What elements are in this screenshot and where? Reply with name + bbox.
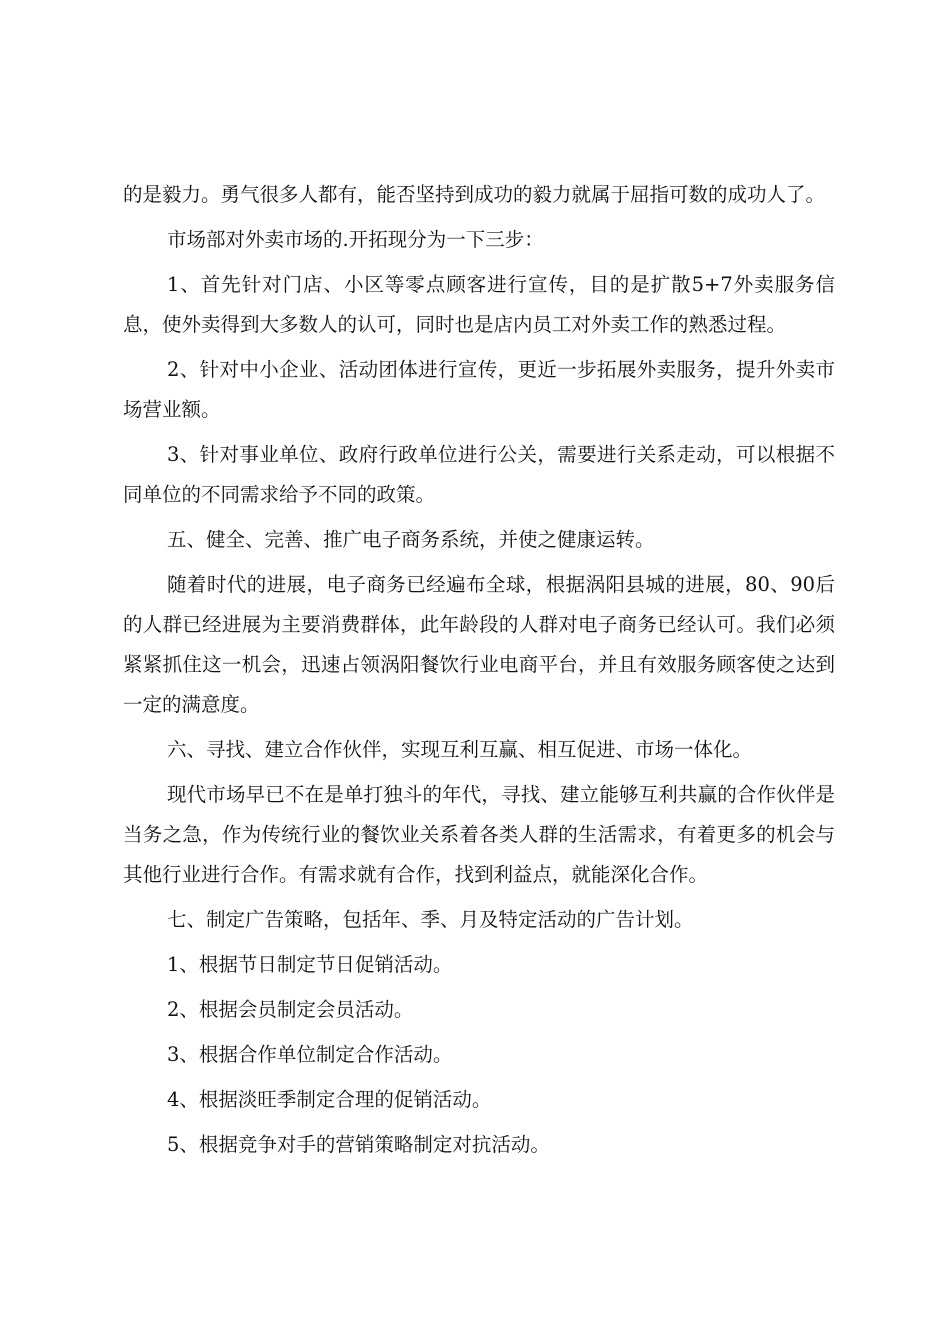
paragraph-continuation: 的是毅力。勇气很多人都有，能否坚持到成功的毅力就属于屈指可数的成功人了。 [123,183,826,206]
paragraph-step-3: 3、针对事业单位、政府行政单位进行公关，需要进行关系走动，可以根据不同单位的不同需求给予不同的政策。 [123,443,835,506]
paragraph-step-2: 2、针对中小企业、活动团体进行宣传，更近一步拓展外卖服务，提升外卖市场营业额。 [123,358,835,421]
list-item-5: 5、根据竞争对手的营销策略制定对抗活动。 [167,1133,550,1156]
list-item-1: 1、根据节日制定节日促销活动。 [167,953,453,976]
paragraph-partners: 现代市场早已不在是单打独斗的年代，寻找、建立能够互利共赢的合作伙伴是当务之急，作为传统行业的餐饮业关系着各类人群的生活需求，有着更多的机会与其他行业进行合作。有需求就有合作，找到利益点，就能深化合作。 [123,783,835,886]
section-heading-6: 六、寻找、建立合作伙伴，实现互利互赢、相互促进、市场一体化。 [167,738,753,761]
section-heading-5: 五、健全、完善、推广电子商务系统，并使之健康运转。 [167,528,655,551]
paragraph-step-1: 1、首先针对门店、小区等零点顾客进行宣传，目的是扩散5+7外卖服务信息，使外卖得到大多数人的认可，同时也是店内员工对外卖工作的熟悉过程。 [123,273,835,336]
section-heading-7: 七、制定广告策略，包括年、季、月及特定活动的广告计划。 [167,908,694,931]
paragraph-ecommerce: 随着时代的进展，电子商务已经遍布全球，根据涡阳县城的进展，80、90后的人群已经进展为主要消费群体，此年龄段的人群对电子商务已经认可。我们必须紧紧抓住这一机会，迅速占领涡阳餐饮行业电商平台，并且有效服务顾客使之达到一定的满意度。 [123,573,835,716]
list-item-3: 3、根据合作单位制定合作活动。 [167,1043,453,1066]
paragraph-intro-steps: 市场部对外卖市场的.开拓现分为一下三步： [167,228,544,251]
list-item-4: 4、根据淡旺季制定合理的促销活动。 [167,1088,492,1111]
list-item-2: 2、根据会员制定会员活动。 [167,998,414,1021]
document-body [123,175,835,1170]
